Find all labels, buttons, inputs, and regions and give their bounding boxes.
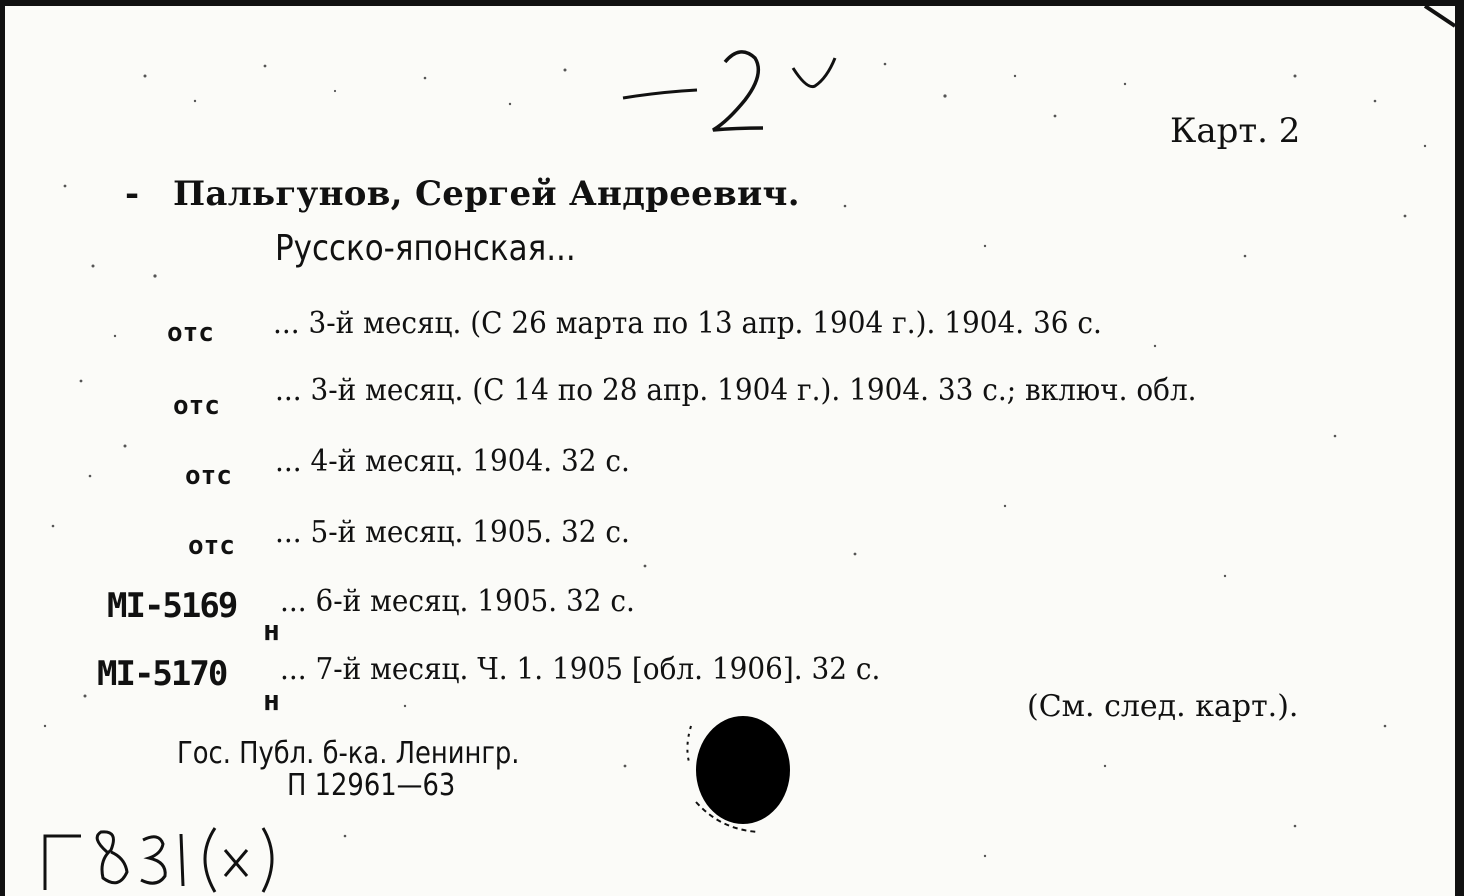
shelf-mark: отс — [185, 461, 232, 491]
holding-entry: ... 5-й месяц. 1905. 32 с. — [275, 515, 630, 550]
shelf-mark: отс — [173, 391, 220, 421]
author-heading: Пальгунов, Сергей Андреевич. — [173, 174, 800, 214]
shelf-mark: отс — [188, 531, 235, 561]
holding-entry: ... 6-й месяц. 1905. 32 с. — [280, 584, 635, 619]
short-title: Русско-японская... — [275, 228, 576, 269]
holding-entry: ... 3-й месяц. (С 14 по 28 апр. 1904 г.). 1904. 33 с.; включ. обл. — [275, 373, 1197, 408]
call-number-suffix: н — [263, 684, 280, 717]
library-imprint: Гос. Публ. б-ка. Ленингр. — [177, 736, 520, 771]
holding-entry: ... 3-й месяц. (С 26 марта по 13 апр. 1904 г.). 1904. 36 с. — [273, 306, 1102, 341]
card-number: Карт. 2 — [1170, 111, 1301, 151]
handwritten-page-mark — [615, 42, 845, 142]
call-number: MI-5169 — [107, 586, 237, 626]
print-number: П 12961—63 — [287, 768, 456, 803]
author-dash: - — [125, 174, 140, 214]
shelf-mark: отс — [167, 318, 214, 348]
call-number-suffix: н — [263, 614, 280, 647]
handwritten-inventory-mark — [19, 824, 299, 894]
holding-entry: ... 4-й месяц. 1904. 32 с. — [275, 444, 630, 479]
holding-entry: ... 7-й месяц. Ч. 1. 1905 [обл. 1906]. 32 с. — [280, 652, 881, 687]
punch-hole — [681, 706, 811, 846]
call-number: MI-5170 — [97, 654, 227, 694]
see-next-card: (См. след. карт.). — [1027, 689, 1299, 724]
